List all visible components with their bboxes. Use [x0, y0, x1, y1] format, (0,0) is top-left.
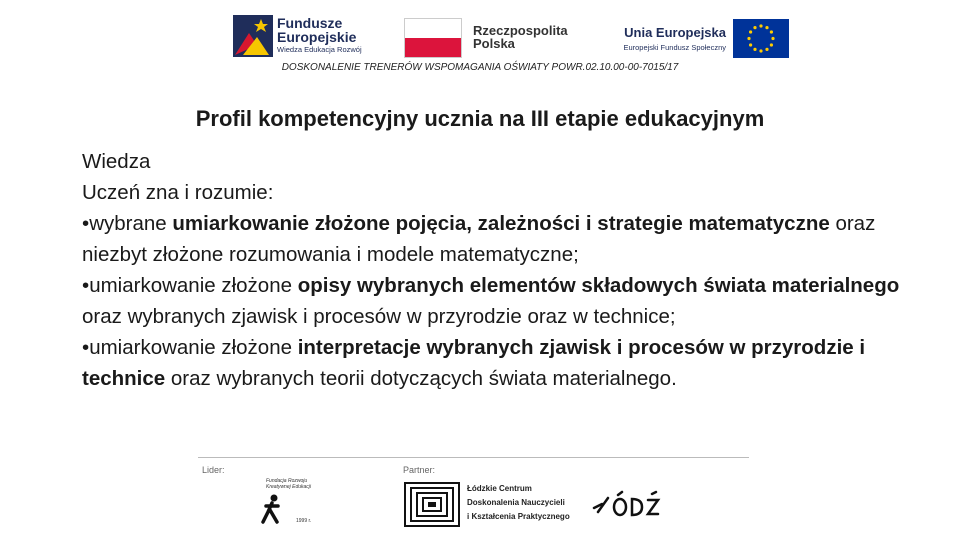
european-funds-emblem-icon: [233, 15, 273, 57]
bullet-marker: •: [82, 274, 90, 297]
european-funds-logo: [233, 15, 373, 59]
content-body: [82, 146, 922, 394]
partner-label: Partner:: [403, 465, 436, 475]
eu-logo-text: [602, 25, 726, 52]
lodz-wordmark-icon: [592, 490, 664, 520]
running-figure-icon: [260, 494, 284, 524]
funds-logo-line2: Europejskie: [277, 29, 357, 45]
bullet-marker: •: [82, 336, 90, 359]
leader-logo: [258, 478, 324, 528]
leader-label: Lider:: [202, 465, 225, 475]
list-item: •umiarkowanie złożone interpretacje wybranych zjawisk i procesów w przyrodzie i technice oraz wybranych teorii dotyczących świata materialnego.: [82, 336, 866, 390]
list-item: •umiarkowanie złożone opisy wybranych elementów składowych świata materialnego oraz wybranych zjawisk i procesów w przyrodzie oraz w technice;: [82, 274, 900, 328]
intro-text: Uczeń zna i rozumie:: [82, 181, 274, 204]
lodz-city-logo: [592, 490, 664, 520]
eu-flag-icon: [733, 19, 789, 58]
list-item: •wybrane umiarkowanie złożone pojęcia, zależności i strategie matematyczne oraz niezbyt złożone rozumowania i modele matematyczne;: [82, 212, 876, 266]
footer-divider: [198, 457, 749, 458]
eu-logo-line1: Unia Europejska: [624, 25, 726, 40]
bullet-marker: •: [82, 212, 90, 235]
funds-logo-sub: Wiedza Edukacja Rozwój: [277, 45, 362, 54]
leader-logo-year: 1999 r.: [296, 518, 312, 524]
funds-logo-line1: Fundusze: [277, 15, 343, 31]
eu-logo-line2: Europejski Fundusz Społeczny: [623, 43, 726, 52]
poland-logo-line1: Rzeczpospolita: [473, 23, 568, 38]
poland-logo-line2: Polska: [473, 36, 515, 51]
leader-logo-name: Fundacja Rozwoju Kreatywnej Edukacji: [266, 478, 312, 490]
page-title: Profil kompetencyjny ucznia na III etapie edukacyjnym: [195, 106, 765, 131]
partner-logo-emblem-icon: [404, 482, 460, 527]
partner-logo-text: Łódzkie Centrum Doskonalenia Nauczycieli i Kształcenia Praktycznego: [467, 484, 570, 521]
project-reference: DOSKONALENIE TRENERÓW WSPOMAGANIA OŚWIATY POWR.02.10.00-00-7015/17: [281, 62, 679, 73]
section-heading: Wiedza: [82, 150, 151, 173]
poland-flag-icon: [404, 18, 462, 58]
poland-logo-text: [473, 24, 568, 50]
